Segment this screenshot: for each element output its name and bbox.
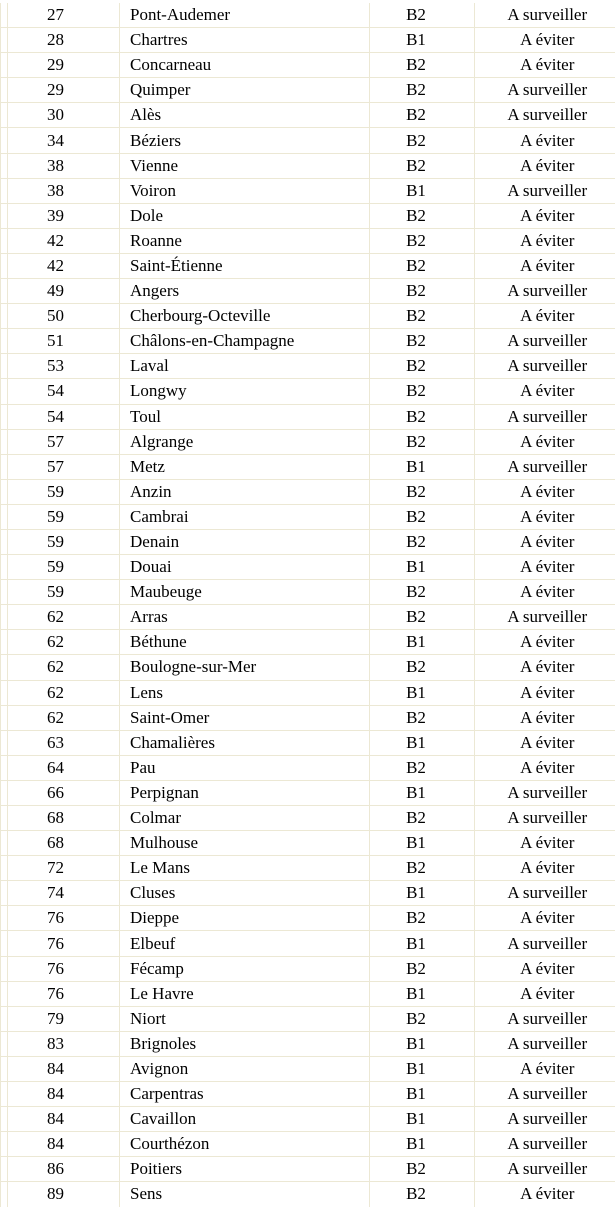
row-edge-cell (1, 153, 8, 178)
table-row (1, 504, 615, 529)
advice-cell: A éviter (475, 504, 615, 529)
advice-cell: A surveiller (475, 103, 615, 128)
city-cell: Lens (120, 680, 370, 705)
row-edge-cell (1, 429, 8, 454)
advice-cell: A surveiller (475, 881, 615, 906)
city-cell: Carpentras (120, 1082, 370, 1107)
row-edge-cell (1, 203, 8, 228)
dept-cell: 63 (8, 730, 120, 755)
advice-cell: A surveiller (475, 931, 615, 956)
level-cell: B1 (370, 630, 475, 655)
advice-cell: A éviter (475, 429, 615, 454)
level-cell: B2 (370, 228, 475, 253)
table-row (1, 755, 615, 780)
advice-cell: A éviter (475, 981, 615, 1006)
row-edge-cell (1, 1082, 8, 1107)
level-cell: B2 (370, 354, 475, 379)
dept-cell: 42 (8, 228, 120, 253)
level-cell: B2 (370, 279, 475, 304)
advice-cell: A surveiller (475, 178, 615, 203)
level-cell: B2 (370, 329, 475, 354)
advice-cell: A éviter (475, 655, 615, 680)
table-row (1, 655, 615, 680)
level-cell: B2 (370, 1006, 475, 1031)
advice-cell: A surveiller (475, 780, 615, 805)
advice-cell: A éviter (475, 630, 615, 655)
row-edge-cell (1, 931, 8, 956)
level-cell: B1 (370, 1031, 475, 1056)
row-edge-cell (1, 329, 8, 354)
dept-cell: 28 (8, 28, 120, 53)
advice-cell: A éviter (475, 128, 615, 153)
advice-cell: A surveiller (475, 1082, 615, 1107)
row-edge-cell (1, 580, 8, 605)
table-row (1, 580, 615, 605)
row-edge-cell (1, 28, 8, 53)
advice-cell: A éviter (475, 529, 615, 554)
advice-cell: A éviter (475, 831, 615, 856)
table-row (1, 529, 615, 554)
row-edge-cell (1, 53, 8, 78)
table-row (1, 680, 615, 705)
dept-cell: 66 (8, 780, 120, 805)
dept-cell: 54 (8, 379, 120, 404)
row-edge-cell (1, 1006, 8, 1031)
level-cell: B1 (370, 831, 475, 856)
city-cell: Douai (120, 555, 370, 580)
row-edge-cell (1, 253, 8, 278)
row-edge-cell (1, 3, 8, 28)
dept-cell: 62 (8, 630, 120, 655)
table-row (1, 1031, 615, 1056)
city-cell: Cavaillon (120, 1107, 370, 1132)
dept-cell: 59 (8, 504, 120, 529)
dept-cell: 42 (8, 253, 120, 278)
level-cell: B2 (370, 429, 475, 454)
advice-cell: A éviter (475, 856, 615, 881)
advice-cell: A éviter (475, 379, 615, 404)
dept-cell: 64 (8, 755, 120, 780)
dept-cell: 59 (8, 479, 120, 504)
city-cell: Perpignan (120, 780, 370, 805)
level-cell: B2 (370, 203, 475, 228)
advice-cell: A surveiller (475, 354, 615, 379)
city-cell: Le Havre (120, 981, 370, 1006)
table-row (1, 178, 615, 203)
city-cell: Dole (120, 203, 370, 228)
level-cell: B2 (370, 1182, 475, 1207)
advice-cell: A surveiller (475, 404, 615, 429)
table-row (1, 354, 615, 379)
dept-cell: 86 (8, 1157, 120, 1182)
dept-cell: 39 (8, 203, 120, 228)
city-cell: Avignon (120, 1056, 370, 1081)
dept-cell: 29 (8, 78, 120, 103)
level-cell: B2 (370, 755, 475, 780)
row-edge-cell (1, 730, 8, 755)
row-edge-cell (1, 379, 8, 404)
row-edge-cell (1, 981, 8, 1006)
advice-cell: A éviter (475, 153, 615, 178)
city-cell: Anzin (120, 479, 370, 504)
level-cell: B1 (370, 680, 475, 705)
row-edge-cell (1, 906, 8, 931)
table-row (1, 1082, 615, 1107)
level-cell: B1 (370, 780, 475, 805)
dept-cell: 62 (8, 655, 120, 680)
dept-cell: 38 (8, 178, 120, 203)
table-row (1, 1056, 615, 1081)
row-edge-cell (1, 806, 8, 831)
advice-cell: A éviter (475, 1056, 615, 1081)
row-edge-cell (1, 404, 8, 429)
advice-cell: A éviter (475, 755, 615, 780)
city-cell: Arras (120, 605, 370, 630)
dept-cell: 59 (8, 555, 120, 580)
advice-cell: A surveiller (475, 329, 615, 354)
city-cell: Brignoles (120, 1031, 370, 1056)
city-cell: Sens (120, 1182, 370, 1207)
advice-cell: A éviter (475, 203, 615, 228)
dept-cell: 51 (8, 329, 120, 354)
row-edge-cell (1, 555, 8, 580)
table-row (1, 831, 615, 856)
table-row (1, 329, 615, 354)
city-cell: Fécamp (120, 956, 370, 981)
advice-cell: A surveiller (475, 605, 615, 630)
city-cell: Châlons-en-Champagne (120, 329, 370, 354)
row-edge-cell (1, 856, 8, 881)
row-edge-cell (1, 630, 8, 655)
dept-cell: 59 (8, 580, 120, 605)
table-row (1, 53, 615, 78)
row-edge-cell (1, 1182, 8, 1207)
level-cell: B1 (370, 981, 475, 1006)
row-edge-cell (1, 605, 8, 630)
dept-cell: 38 (8, 153, 120, 178)
dept-cell: 68 (8, 831, 120, 856)
table-row (1, 304, 615, 329)
dept-cell: 57 (8, 429, 120, 454)
dept-cell: 84 (8, 1132, 120, 1157)
table-row (1, 454, 615, 479)
row-edge-cell (1, 228, 8, 253)
row-edge-cell (1, 1157, 8, 1182)
table-row (1, 856, 615, 881)
table-row (1, 404, 615, 429)
table-row (1, 128, 615, 153)
row-edge-cell (1, 529, 8, 554)
table-row (1, 806, 615, 831)
row-edge-cell (1, 1132, 8, 1157)
city-table (0, 3, 615, 1207)
city-cell: Chamalières (120, 730, 370, 755)
advice-cell: A éviter (475, 228, 615, 253)
dept-cell: 27 (8, 3, 120, 28)
table-row (1, 956, 615, 981)
level-cell: B1 (370, 178, 475, 203)
city-cell: Mulhouse (120, 831, 370, 856)
level-cell: B1 (370, 555, 475, 580)
city-cell: Voiron (120, 178, 370, 203)
dept-cell: 68 (8, 806, 120, 831)
level-cell: B1 (370, 881, 475, 906)
advice-cell: A surveiller (475, 1157, 615, 1182)
level-cell: B2 (370, 53, 475, 78)
row-edge-cell (1, 128, 8, 153)
city-cell: Laval (120, 354, 370, 379)
table-row (1, 429, 615, 454)
dept-cell: 74 (8, 881, 120, 906)
city-cell: Metz (120, 454, 370, 479)
row-edge-cell (1, 1107, 8, 1132)
table-row (1, 153, 615, 178)
city-cell: Colmar (120, 806, 370, 831)
dept-cell: 57 (8, 454, 120, 479)
dept-cell: 89 (8, 1182, 120, 1207)
city-cell: Roanne (120, 228, 370, 253)
advice-cell: A surveiller (475, 806, 615, 831)
city-cell: Angers (120, 279, 370, 304)
level-cell: B2 (370, 103, 475, 128)
level-cell: B1 (370, 931, 475, 956)
row-edge-cell (1, 655, 8, 680)
table-row (1, 605, 615, 630)
level-cell: B2 (370, 655, 475, 680)
dept-cell: 50 (8, 304, 120, 329)
city-cell: Longwy (120, 379, 370, 404)
advice-cell: A surveiller (475, 3, 615, 28)
city-cell: Saint-Omer (120, 705, 370, 730)
row-edge-cell (1, 680, 8, 705)
advice-cell: A surveiller (475, 1107, 615, 1132)
dept-cell: 76 (8, 981, 120, 1006)
dept-cell: 84 (8, 1107, 120, 1132)
advice-cell: A éviter (475, 956, 615, 981)
dept-cell: 34 (8, 128, 120, 153)
table-row (1, 1006, 615, 1031)
row-edge-cell (1, 103, 8, 128)
dept-cell: 84 (8, 1082, 120, 1107)
dept-cell: 29 (8, 53, 120, 78)
level-cell: B1 (370, 454, 475, 479)
table-row (1, 906, 615, 931)
table-row (1, 3, 615, 28)
dept-cell: 83 (8, 1031, 120, 1056)
city-cell: Chartres (120, 28, 370, 53)
level-cell: B2 (370, 529, 475, 554)
row-edge-cell (1, 956, 8, 981)
level-cell: B1 (370, 1056, 475, 1081)
table-row (1, 1107, 615, 1132)
city-cell: Pau (120, 755, 370, 780)
table-row (1, 555, 615, 580)
city-cell: Courthézon (120, 1132, 370, 1157)
row-edge-cell (1, 479, 8, 504)
row-edge-cell (1, 178, 8, 203)
city-cell: Concarneau (120, 53, 370, 78)
city-cell: Elbeuf (120, 931, 370, 956)
dept-cell: 84 (8, 1056, 120, 1081)
city-cell: Maubeuge (120, 580, 370, 605)
table-row (1, 228, 615, 253)
dept-cell: 72 (8, 856, 120, 881)
advice-cell: A éviter (475, 730, 615, 755)
row-edge-cell (1, 78, 8, 103)
city-cell: Alès (120, 103, 370, 128)
row-edge-cell (1, 831, 8, 856)
table-row (1, 931, 615, 956)
level-cell: B1 (370, 730, 475, 755)
table-body (1, 3, 615, 1207)
dept-cell: 62 (8, 605, 120, 630)
city-cell: Poitiers (120, 1157, 370, 1182)
table-row (1, 881, 615, 906)
advice-cell: A surveiller (475, 1031, 615, 1056)
city-cell: Quimper (120, 78, 370, 103)
row-edge-cell (1, 881, 8, 906)
dept-cell: 53 (8, 354, 120, 379)
city-cell: Boulogne-sur-Mer (120, 655, 370, 680)
table-row (1, 78, 615, 103)
advice-cell: A surveiller (475, 279, 615, 304)
dept-cell: 54 (8, 404, 120, 429)
row-edge-cell (1, 755, 8, 780)
level-cell: B2 (370, 78, 475, 103)
row-edge-cell (1, 304, 8, 329)
advice-cell: A éviter (475, 53, 615, 78)
level-cell: B2 (370, 3, 475, 28)
city-cell: Niort (120, 1006, 370, 1031)
advice-cell: A éviter (475, 28, 615, 53)
dept-cell: 62 (8, 680, 120, 705)
city-cell: Algrange (120, 429, 370, 454)
advice-cell: A surveiller (475, 1132, 615, 1157)
level-cell: B1 (370, 28, 475, 53)
row-edge-cell (1, 504, 8, 529)
table-row (1, 780, 615, 805)
dept-cell: 76 (8, 931, 120, 956)
row-edge-cell (1, 780, 8, 805)
city-cell: Béthune (120, 630, 370, 655)
advice-cell: A surveiller (475, 1006, 615, 1031)
table-row (1, 103, 615, 128)
table-row (1, 479, 615, 504)
level-cell: B2 (370, 153, 475, 178)
advice-cell: A éviter (475, 906, 615, 931)
level-cell: B2 (370, 906, 475, 931)
level-cell: B2 (370, 379, 475, 404)
table-row (1, 630, 615, 655)
level-cell: B2 (370, 806, 475, 831)
level-cell: B2 (370, 404, 475, 429)
table-row (1, 705, 615, 730)
advice-cell: A éviter (475, 1182, 615, 1207)
row-edge-cell (1, 705, 8, 730)
table-row (1, 379, 615, 404)
level-cell: B2 (370, 856, 475, 881)
level-cell: B1 (370, 1082, 475, 1107)
table-row (1, 730, 615, 755)
level-cell: B2 (370, 504, 475, 529)
city-cell: Toul (120, 404, 370, 429)
table-row (1, 28, 615, 53)
advice-cell: A éviter (475, 479, 615, 504)
city-cell: Cambrai (120, 504, 370, 529)
dept-cell: 62 (8, 705, 120, 730)
level-cell: B2 (370, 128, 475, 153)
row-edge-cell (1, 354, 8, 379)
advice-cell: A éviter (475, 555, 615, 580)
table-row (1, 1132, 615, 1157)
city-cell: Denain (120, 529, 370, 554)
city-cell: Cherbourg-Octeville (120, 304, 370, 329)
table-row (1, 203, 615, 228)
dept-cell: 30 (8, 103, 120, 128)
advice-cell: A éviter (475, 253, 615, 278)
advice-cell: A surveiller (475, 78, 615, 103)
advice-cell: A éviter (475, 580, 615, 605)
level-cell: B2 (370, 956, 475, 981)
dept-cell: 59 (8, 529, 120, 554)
level-cell: B2 (370, 479, 475, 504)
level-cell: B2 (370, 1157, 475, 1182)
dept-cell: 76 (8, 906, 120, 931)
level-cell: B2 (370, 705, 475, 730)
table-row (1, 253, 615, 278)
dept-cell: 79 (8, 1006, 120, 1031)
level-cell: B1 (370, 1107, 475, 1132)
dept-cell: 76 (8, 956, 120, 981)
level-cell: B2 (370, 304, 475, 329)
city-cell: Le Mans (120, 856, 370, 881)
level-cell: B1 (370, 1132, 475, 1157)
advice-cell: A éviter (475, 705, 615, 730)
city-cell: Béziers (120, 128, 370, 153)
level-cell: B2 (370, 253, 475, 278)
table-row (1, 1182, 615, 1207)
row-edge-cell (1, 279, 8, 304)
level-cell: B2 (370, 580, 475, 605)
row-edge-cell (1, 454, 8, 479)
level-cell: B2 (370, 605, 475, 630)
dept-cell: 49 (8, 279, 120, 304)
row-edge-cell (1, 1056, 8, 1081)
advice-cell: A éviter (475, 680, 615, 705)
city-cell: Pont-Audemer (120, 3, 370, 28)
table-row (1, 1157, 615, 1182)
row-edge-cell (1, 1031, 8, 1056)
table-row (1, 981, 615, 1006)
city-cell: Cluses (120, 881, 370, 906)
table-row (1, 279, 615, 304)
city-cell: Dieppe (120, 906, 370, 931)
advice-cell: A surveiller (475, 454, 615, 479)
city-cell: Vienne (120, 153, 370, 178)
spreadsheet (0, 3, 615, 1207)
advice-cell: A éviter (475, 304, 615, 329)
city-cell: Saint-Étienne (120, 253, 370, 278)
